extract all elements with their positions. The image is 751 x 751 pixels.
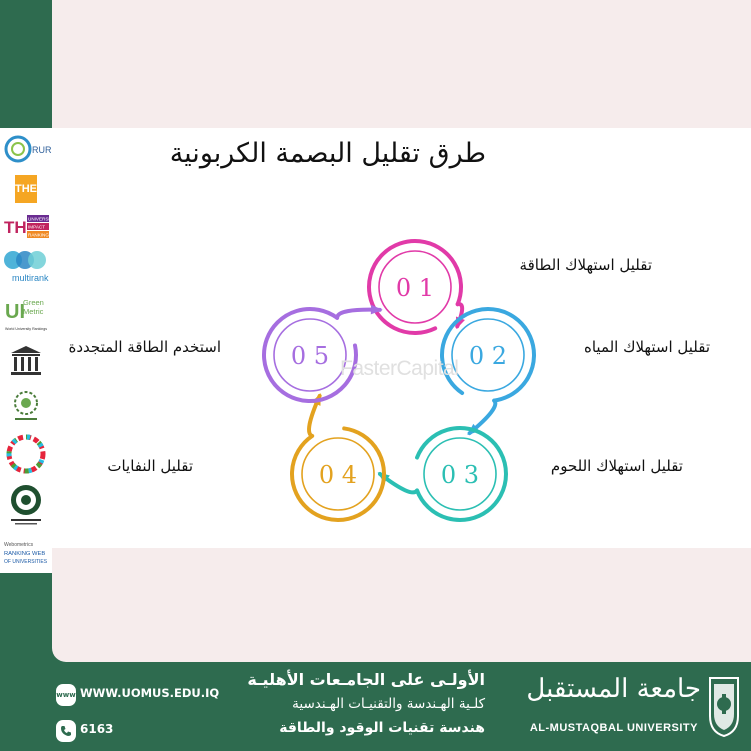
step-label-04: تقليل النفايات bbox=[107, 457, 193, 475]
sdg-wheel-logo bbox=[4, 434, 48, 474]
svg-text:multirank: multirank bbox=[12, 273, 49, 283]
laurel-emblem-logo bbox=[4, 388, 48, 424]
institution-building-logo bbox=[4, 344, 48, 378]
step-number-2: 0 2 bbox=[468, 342, 508, 370]
svg-text:World University Rankings: World University Rankings bbox=[5, 327, 48, 331]
multirank-logo bbox=[4, 246, 48, 286]
university-crest-logo bbox=[706, 676, 742, 738]
svg-text:OF UNIVERSITIES: OF UNIVERSITIES bbox=[4, 559, 48, 565]
webometrics-logo bbox=[4, 538, 48, 568]
svg-text:UI: UI bbox=[5, 301, 25, 323]
footer-phone: 6163 bbox=[80, 722, 114, 736]
rur-logo bbox=[4, 132, 52, 166]
slide-title: طرق تقليل البصمة الكربونية bbox=[169, 138, 486, 169]
footer-line-3: هندسة تقنيات الوقود والطاقة bbox=[279, 720, 485, 736]
step-label-05: استخدم الطاقة المتجددة bbox=[68, 338, 221, 356]
fastercapital-watermark: FasterCapital bbox=[340, 357, 459, 380]
step-number-4: 0 4 bbox=[318, 461, 358, 489]
footer-line-2: كلـية الهـندسة والتقنيـات الهـندسية bbox=[292, 696, 485, 712]
arab-engineers-union-logo bbox=[4, 482, 48, 526]
step-number-1: 0 1 bbox=[395, 274, 435, 302]
svg-text:TH: TH bbox=[4, 218, 27, 237]
footer-line-1: الأولـى على الجامـعات الأهليـة bbox=[247, 670, 485, 689]
the-impact-rankings-logo bbox=[4, 212, 56, 240]
web-icon: www bbox=[56, 684, 76, 706]
svg-text:RANKINGS: RANKINGS bbox=[28, 232, 52, 238]
phone-icon bbox=[56, 720, 76, 742]
svg-text:IMPACT: IMPACT bbox=[28, 224, 46, 230]
university-name-english: AL-MUSTAQBAL UNIVERSITY bbox=[529, 722, 698, 734]
footer-website[interactable]: WWW.UOMUS.EDU.IQ bbox=[80, 686, 220, 700]
svg-text:RANKING WEB: RANKING WEB bbox=[4, 551, 46, 557]
svg-text:Webometrics: Webometrics bbox=[4, 542, 34, 548]
step-number-5: 0 5 bbox=[290, 342, 330, 370]
rankings-logo-strip bbox=[0, 128, 56, 573]
the-logo: THE bbox=[4, 174, 48, 204]
step-label-02: تقليل استهلاك المياه bbox=[583, 338, 710, 356]
step-number-3: 0 3 bbox=[440, 461, 480, 489]
greenmetric-logo bbox=[4, 292, 48, 336]
svg-text:Metric: Metric bbox=[23, 307, 44, 316]
footer-bar bbox=[0, 662, 751, 751]
step-label-01: تقليل استهلاك الطاقة bbox=[519, 256, 652, 274]
main-frame bbox=[52, 0, 751, 662]
step-label-03: تقليل استهلاك اللحوم bbox=[550, 457, 683, 475]
svg-text:Green: Green bbox=[23, 298, 44, 307]
svg-text:RUR: RUR bbox=[32, 145, 52, 155]
svg-text:UNIVERSITY: UNIVERSITY bbox=[28, 216, 56, 222]
university-name-arabic: جامعة المستقبل bbox=[526, 674, 701, 704]
